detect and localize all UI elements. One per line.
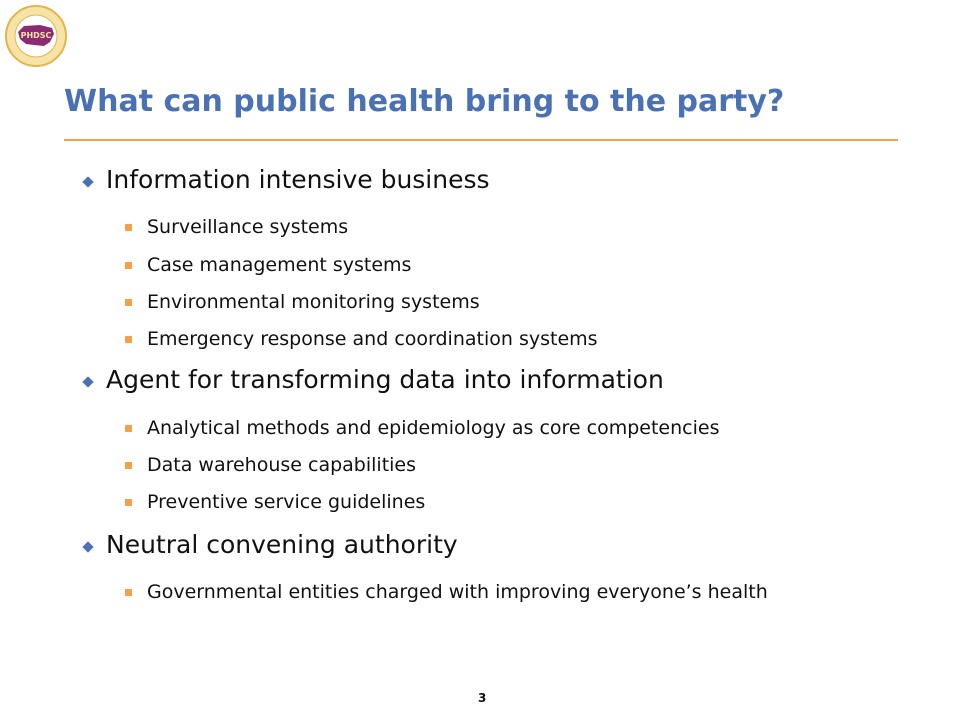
bullet-item: Analytical methods and epidemiology as core competencies bbox=[147, 417, 720, 439]
diamond-bullet-icon bbox=[82, 376, 93, 387]
diamond-bullet-icon bbox=[82, 541, 93, 552]
diamond-bullet-icon bbox=[82, 176, 93, 187]
bullet-item: Data warehouse capabilities bbox=[147, 454, 417, 476]
bullet-item: Preventive service guidelines bbox=[147, 491, 426, 513]
bullet-item: Governmental entities charged with improving everyone’s health bbox=[147, 581, 768, 603]
square-bullet-icon bbox=[125, 499, 132, 506]
square-bullet-icon bbox=[125, 462, 132, 469]
bullet-item: Surveillance systems bbox=[147, 216, 349, 238]
section-heading: Agent for transforming data into information bbox=[106, 365, 664, 394]
page-number: 3 bbox=[478, 691, 487, 705]
slide-title: What can public health bring to the party? bbox=[64, 84, 785, 119]
square-bullet-icon bbox=[125, 589, 132, 596]
bullet-item: Case management systems bbox=[147, 254, 412, 276]
section-heading: Information intensive business bbox=[106, 165, 490, 194]
bullet-item: Emergency response and coordination systems bbox=[147, 328, 598, 350]
square-bullet-icon bbox=[125, 299, 132, 306]
bullet-item: Environmental monitoring systems bbox=[147, 291, 480, 313]
square-bullet-icon bbox=[125, 224, 132, 231]
square-bullet-icon bbox=[125, 262, 132, 269]
section-heading: Neutral convening authority bbox=[106, 530, 458, 559]
square-bullet-icon bbox=[125, 425, 132, 432]
logo-text: PHDSC bbox=[20, 31, 52, 40]
square-bullet-icon bbox=[125, 336, 132, 343]
